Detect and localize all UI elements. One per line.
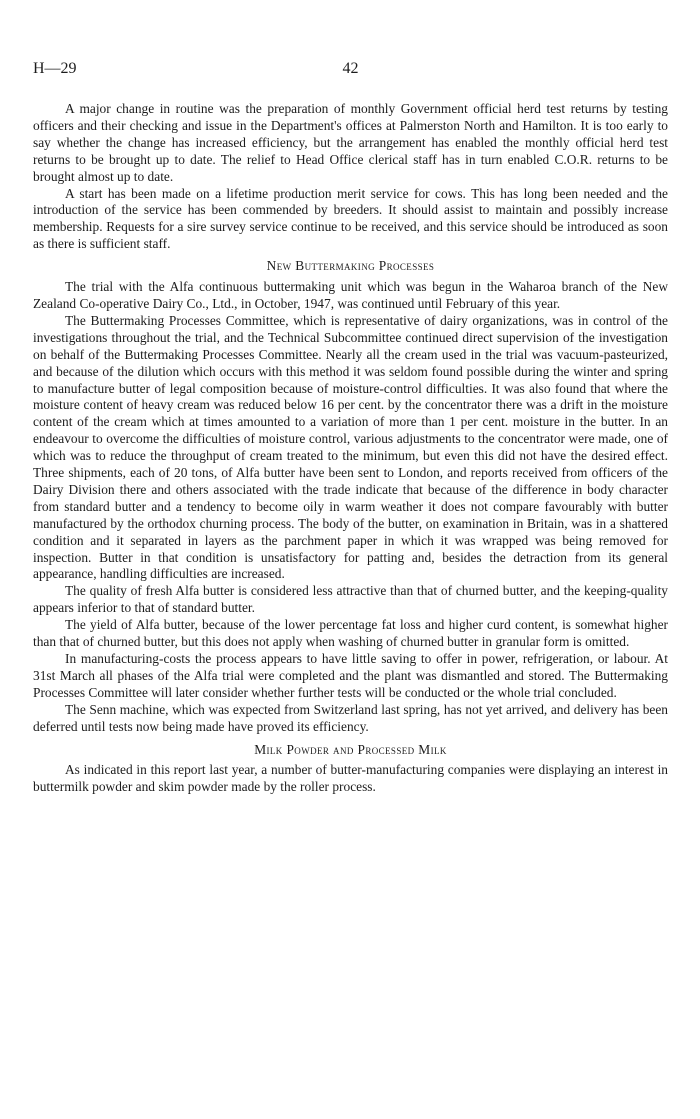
paragraph: The quality of fresh Alfa butter is considered less attractive than that of churned butter, and the keeping-quality appears inferior to that of standard butter.	[33, 583, 668, 616]
paragraph: A start has been made on a lifetime production merit service for cows. This has long been needed and the introduction of the service has been commended by breeders. It should assist to maintain and possibly increase membership. Requests for a sire survey service continue to be received, and this service should be introduced as soon as there is sufficient staff.	[33, 185, 668, 252]
section-heading-buttermaking: New Buttermaking Processes	[266, 258, 435, 274]
paragraph: The trial with the Alfa continuous buttermaking unit which was begun in the Waharoa branch of the New Zealand Co-operative Dairy Co., Ltd., in October, 1947, was continued until February of this year.	[33, 279, 668, 311]
paragraph: The Buttermaking Processes Committee, which is representative of dairy organizations, was in control of the investigations throughout the trial, and the Technical Subcommittee continued direct supervision of the investigation on behalf of the Buttermaking Processes Committee. Nearly all the cream used in the trial was vacuum-pasteurized, and because of the dilution which occurs with this method it was seldom found possible during the winter and spring to manufacture butter of legal composition because of moisture-control difficulties. It was also found that where the moisture content of heavy cream was reduced below 16 per cent. by the concentrator there was a drift in the moisture content of the cream which at times amounted to a variation of more than 1 per cent. moisture in the butter. In an endeavour to overcome the difficulties of moisture control, various adjustments to the concentrator were made, one of which was to reduce the throughput of cream treated to the minimum, but even this did not have the desired effect. Three shipments, each of 20 tons, of Alfa butter have been sent to London, and reports received from officers of the Dairy Division there and others associated with the trade indicate that because of the difference in body character from standard butter and a tendency to become oily in warm weather it does not compare favourably with butter manufactured by the orthodox churning process. The body of the butter, on examination in Britain, was in a shattered condition and it separated in layers as the parchment paper in which it was wrapped was being removed for inspection. Butter in that condition is unsatisfactory for patting and, besides the detraction from its general appearance, handling difficulties are increased.	[33, 312, 668, 582]
section-heading-milk-powder: Milk Powder and Processed Milk	[254, 741, 447, 757]
document-reference: H—29	[33, 60, 77, 77]
paragraph: The yield of Alfa butter, because of the lower percentage fat loss and higher curd content, is somewhat higher than that of churned butter, but this does not apply when washing of churned butter in granular form is omitted.	[33, 617, 668, 650]
page-header	[33, 60, 668, 82]
paragraph: The Senn machine, which was expected from Switzerland last spring, has not yet arrived, and delivery has been deferred until tests now being made have proved its efficiency.	[33, 701, 668, 734]
paragraph: In manufacturing-costs the process appears to have little saving to offer in power, refrigeration, or labour. At 31st March all phases of the Alfa trial were completed and the plant was dismantled and stored. The Buttermaking Processes Committee will later consider whether further tests will be conducted or the whole trial concluded.	[33, 651, 668, 700]
page-number: 42	[342, 60, 359, 77]
paragraph: A major change in routine was the preparation of monthly Government official herd test returns by testing officers and their checking and issue in the Department's offices at Palmerston North and Hamilton. It is too early to say whether the change has increased efficiency, but the arrangement has enabled the monthly official herd test returns to be brought up to date. The relief to Head Office clerical staff has in turn enabled C.O.R. returns to be brought almost up to date.	[33, 101, 668, 184]
body-text	[33, 101, 668, 796]
paragraph: As indicated in this report last year, a number of butter-manufacturing companies were displaying an interest in buttermilk powder and skim powder made by the roller process.	[33, 762, 668, 795]
